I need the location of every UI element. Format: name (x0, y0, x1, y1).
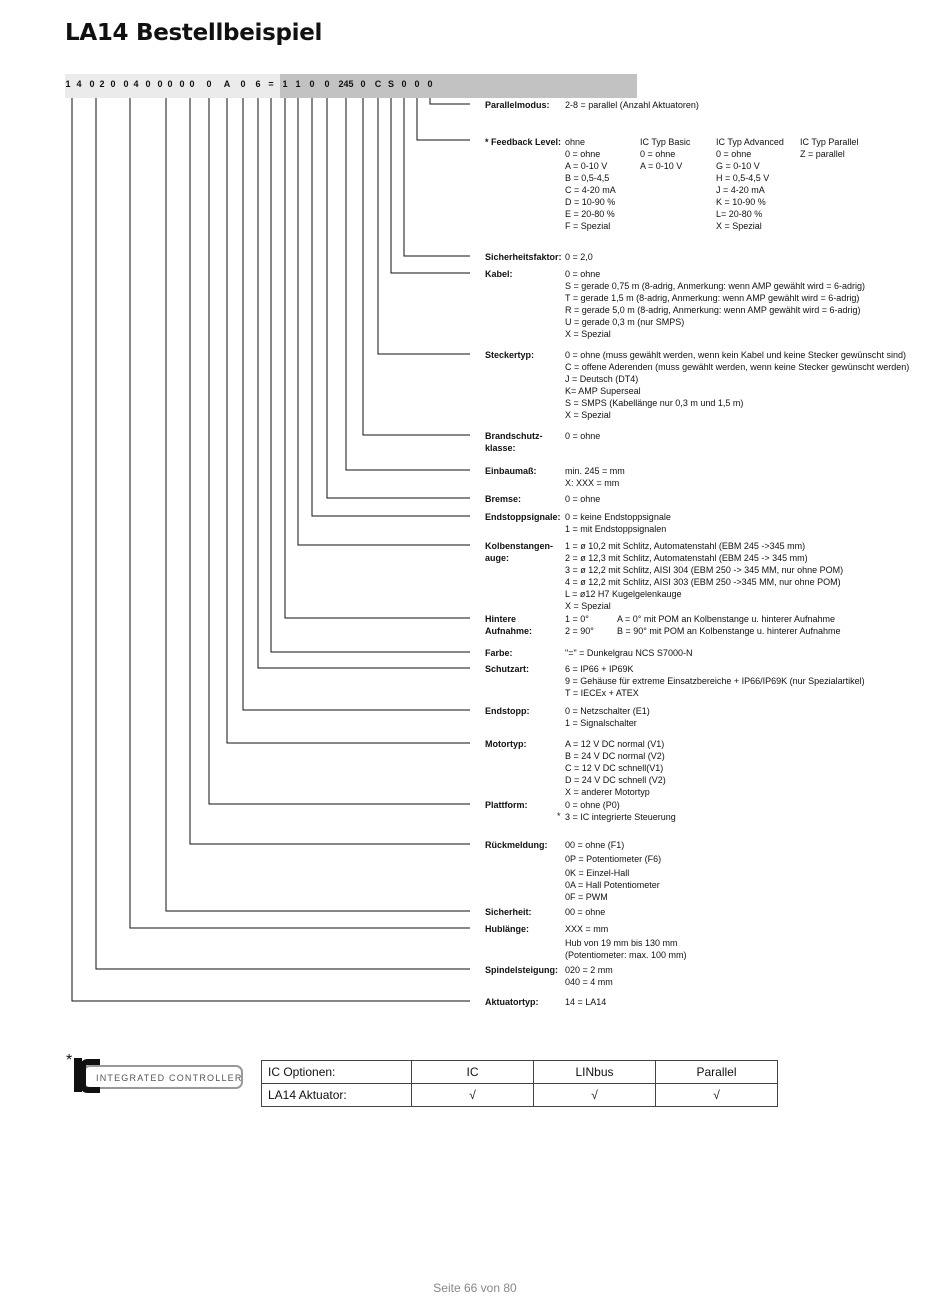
option-value: X = Spezial (565, 329, 611, 339)
connector-line (166, 98, 470, 911)
table-cell: IC (412, 1061, 534, 1084)
option-label-line: * Feedback Level: (485, 137, 562, 147)
option-label (485, 99, 550, 111)
option-value: 4 = ø 12,2 mit Schlitz, AISI 303 (EBM 250 ->345 MM, nur ohne POM) (565, 577, 841, 587)
feedback-value: 0 = ohne (716, 149, 752, 159)
option-label (485, 996, 539, 1008)
code-segment: 0 (179, 79, 185, 89)
option-label (485, 465, 537, 477)
option-values (565, 99, 699, 111)
option-value: T = IECEx + ATEX (565, 688, 639, 698)
connector-line (258, 98, 470, 668)
connector-line (190, 98, 470, 844)
option-value: L = ø12 H7 Kugelgelenkauge (565, 589, 682, 599)
option-value: 0P = Potentiometer (F6) (565, 854, 662, 864)
option-values (565, 839, 661, 903)
option-value: 00 = ohne (565, 907, 606, 917)
option-value: U = gerade 0,3 m (nur SMPS) (565, 317, 685, 327)
code-segment: 0 (89, 79, 95, 89)
option-value: A = 0-10 V (565, 161, 608, 171)
option-value: S = gerade 0,75 m (8-adrig, Anmerkung: wenn AMP gewählt wird = 6-adrig) (565, 281, 865, 291)
code-segment: 245 (338, 79, 354, 89)
connector-line (327, 98, 470, 498)
table-cell: LINbus (534, 1061, 656, 1084)
option-label-line: klasse: (485, 443, 516, 453)
connector-line (378, 98, 470, 354)
feedback-value: 0 = ohne (640, 149, 676, 159)
option-value: 0 = ohne (565, 431, 601, 441)
option-label-line: auge: (485, 553, 510, 563)
feedback-column (800, 136, 858, 160)
connector-line (363, 98, 470, 435)
option-value: C = 4-20 mA (565, 185, 616, 195)
feedback-column (640, 136, 690, 172)
feedback-value: IC Typ Advanced (716, 137, 784, 147)
code-segment: 0 (110, 79, 116, 89)
option-value: B = 0,5-4,5 (565, 173, 610, 183)
check-mark: √ (412, 1084, 534, 1107)
option-value: D = 24 V DC schnell (V2) (565, 775, 666, 785)
option-value: min. 245 = mm (565, 466, 625, 476)
code-segment: 1 (282, 79, 288, 89)
check-mark: √ (656, 1084, 778, 1107)
hintere-aufnahme-extra (617, 613, 840, 637)
code-segment: 0 (167, 79, 173, 89)
code-segment: 4 (133, 79, 139, 89)
option-label-line: Brandschutz- (485, 431, 543, 441)
option-values (565, 540, 843, 612)
code-segment: 0 (189, 79, 195, 89)
code-segment: 0 (206, 79, 212, 89)
option-value: T = gerade 1,5 m (8-adrig, Anmerkung: wenn AMP gewählt wird = 6-adrig) (565, 293, 860, 303)
option-values (565, 493, 600, 505)
connector-line (271, 98, 470, 652)
plattform-star: * (557, 811, 561, 821)
code-segment: 0 (427, 79, 433, 89)
page-number: Seite 66 von 80 (433, 1281, 517, 1295)
option-values (565, 663, 865, 699)
option-values (565, 349, 909, 421)
option-value: 040 = 4 mm (565, 977, 613, 987)
option-value: 020 = 2 mm (565, 965, 613, 975)
option-value: (Potentiometer: max. 100 mm) (565, 950, 687, 960)
option-values (565, 705, 650, 729)
ic-options-table (261, 1060, 778, 1107)
option-values (565, 923, 687, 961)
table-row (262, 1084, 778, 1107)
ic-logo-star: * (66, 1052, 73, 1069)
feedback-value: Z = parallel (800, 149, 845, 159)
feedback-value: L= 20-80 % (716, 209, 763, 219)
option-label (485, 705, 530, 717)
option-value: 0K = Einzel-Hall (565, 868, 630, 878)
connector-line (96, 98, 470, 969)
option-label (485, 251, 562, 263)
option-label-line: Motortyp: (485, 739, 527, 749)
option-value: 2 = ø 12,3 mit Schlitz, Automatenstahl (EBM 245 -> 345 mm) (565, 553, 808, 563)
option-values (565, 430, 600, 442)
option-label-line: Spindelsteigung: (485, 965, 558, 975)
option-value: D = 10-90 % (565, 197, 616, 207)
option-values (565, 465, 625, 489)
option-values (565, 906, 605, 918)
option-value: 1 = Signalschalter (565, 718, 637, 728)
code-segment: 4 (76, 79, 82, 89)
option-label-line: Steckertyp: (485, 350, 535, 360)
option-label-line: Aktuatortyp: (485, 997, 539, 1007)
option-value: S = SMPS (Kabellänge nur 0,3 m und 1,5 m) (565, 398, 744, 408)
option-label-line: Endstoppsignale: (485, 512, 561, 522)
option-value: 1 = 0° (565, 614, 589, 624)
option-label-line: Aufnahme: (485, 626, 532, 636)
option-value: 9 = Gehäuse für extreme Einsatzbereiche + IP66/IP69K (nur Spezialartikel) (565, 676, 865, 686)
option-label (485, 349, 534, 361)
option-label (485, 647, 513, 659)
option-value: X = anderer Motortyp (565, 787, 650, 797)
option-value: 0 = keine Endstoppsignale (565, 512, 671, 522)
table-cell: IC Optionen: (262, 1061, 412, 1084)
code-segment: 0 (324, 79, 330, 89)
option-value: 6 = IP66 + IP69K (565, 664, 634, 674)
option-value: 0F = PWM (565, 892, 608, 902)
connector-line (404, 98, 470, 256)
option-value: J = Deutsch (DT4) (565, 374, 639, 384)
connector-line (346, 98, 470, 470)
option-label-line: Schutzart: (485, 664, 530, 674)
code-segment: 2 (99, 79, 105, 89)
option-label (485, 136, 561, 148)
option-value: 3 = ø 12,2 mit Schlitz, AISI 304 (EBM 250 -> 345 MM, nur ohne POM) (565, 565, 844, 575)
option-value: 0A = Hall Potentiometer (565, 880, 660, 890)
option-value: ohne (565, 137, 586, 147)
option-value: B = 24 V DC normal (V2) (565, 751, 665, 761)
table-cell: LA14 Aktuator: (262, 1084, 412, 1107)
option-value: X = Spezial (565, 410, 611, 420)
connector-line (430, 98, 470, 104)
option-label-line: Endstopp: (485, 706, 530, 716)
code-segment: S (387, 79, 395, 89)
code-segment: 0 (401, 79, 407, 89)
option-label-line: Plattform: (485, 800, 528, 810)
option-value: B = 90° mit POM an Kolbenstange u. hinterer Aufnahme (617, 626, 841, 636)
code-segment: 6 (255, 79, 261, 89)
option-value: 1 = mit Endstoppsignalen (565, 524, 667, 534)
connector-line (227, 98, 470, 743)
page-title: LA14 Bestellbeispiel (65, 20, 323, 46)
option-value: 0 = ohne (P0) (565, 800, 620, 810)
option-value: K= AMP Superseal (565, 386, 641, 396)
option-label-line: Rückmeldung: (485, 840, 548, 850)
code-segment: 0 (414, 79, 420, 89)
feedback-value: X = Spezial (716, 221, 762, 231)
option-label-line: Parallelmodus: (485, 100, 550, 110)
code-segment: 0 (157, 79, 163, 89)
option-values (565, 268, 865, 340)
option-label (485, 799, 528, 811)
option-values (565, 799, 676, 823)
connector-line (391, 98, 470, 273)
option-value: F = Spezial (565, 221, 611, 231)
option-values (565, 613, 594, 637)
connector-line (298, 98, 470, 545)
option-values (565, 251, 593, 263)
option-label (485, 964, 558, 976)
option-value: 0 = ohne (muss gewählt werden, wenn kein Kabel und keine Stecker gewünscht sind) (565, 350, 906, 360)
option-values (565, 996, 606, 1008)
feedback-value: H = 0,5-4,5 V (716, 173, 770, 183)
option-label (485, 923, 529, 935)
option-label-line: Einbaumaß: (485, 466, 537, 476)
option-value: 2-8 = parallel (Anzahl Aktuatoren) (565, 100, 699, 110)
option-values (565, 738, 666, 798)
option-values (565, 964, 613, 988)
code-segment: 0 (240, 79, 246, 89)
code-segment: 1 (295, 79, 301, 89)
option-value: 3 = IC integrierte Steuerung (565, 812, 676, 822)
option-values (565, 136, 616, 232)
option-value: X: XXX = mm (565, 478, 620, 488)
code-segment: 0 (123, 79, 129, 89)
option-label-line: Bremse: (485, 494, 522, 504)
option-value: 0 = 2,0 (565, 252, 593, 262)
code-segment: 1 (65, 79, 71, 89)
option-value: 14 = LA14 (565, 997, 607, 1007)
option-value: 00 = ohne (F1) (565, 840, 625, 850)
feedback-value: IC Typ Parallel (800, 137, 859, 147)
option-label-line: Kabel: (485, 269, 513, 279)
feedback-value: A = 0-10 V (640, 161, 683, 171)
check-mark: √ (534, 1084, 656, 1107)
table-cell: Parallel (656, 1061, 778, 1084)
connector-line (209, 98, 470, 804)
option-value: R = gerade 5,0 m (8-adrig, Anmerkung: wenn AMP gewählt wird = 6-adrig) (565, 305, 861, 315)
option-label (485, 540, 553, 564)
option-value: C = 12 V DC schnell(V1) (565, 763, 664, 773)
option-value: 0 = Netzschalter (E1) (565, 706, 650, 716)
code-segment: C (374, 79, 382, 89)
option-value: Hub von 19 mm bis 130 mm (565, 938, 678, 948)
option-label-line: Sicherheitsfaktor: (485, 252, 562, 262)
table-header-row (262, 1061, 778, 1084)
option-label (485, 613, 532, 637)
code-segment: A (223, 79, 231, 89)
integrated-controller-logo (66, 1056, 244, 1094)
option-label (485, 268, 513, 280)
feedback-value: K = 10-90 % (716, 197, 766, 207)
option-values (565, 647, 692, 659)
option-value: 2 = 90° (565, 626, 594, 636)
feedback-value: IC Typ Basic (640, 137, 691, 147)
option-label-line: Farbe: (485, 648, 513, 658)
feedback-value: J = 4-20 mA (716, 185, 765, 195)
code-segment: 0 (309, 79, 315, 89)
option-label (485, 906, 532, 918)
option-value: A = 0° mit POM an Kolbenstange u. hinterer Aufnahme (617, 614, 835, 624)
option-value: C = offene Aderenden (muss gewählt werden, wenn keine Stecker gewünscht werden) (565, 362, 910, 372)
option-value: E = 20-80 % (565, 209, 615, 219)
code-segment: 0 (360, 79, 366, 89)
option-value: "=" = Dunkelgrau NCS S7000-N (565, 648, 693, 658)
option-label (485, 839, 548, 851)
option-label (485, 663, 529, 675)
code-segment: 0 (145, 79, 151, 89)
option-values (565, 511, 671, 535)
option-value: 0 = ohne (565, 269, 601, 279)
code-segment: = (268, 79, 274, 89)
option-value: 1 = ø 10,2 mit Schlitz, Automatenstahl (EBM 245 ->345 mm) (565, 541, 806, 551)
option-label (485, 738, 527, 750)
option-value: 0 = ohne (565, 149, 601, 159)
option-label-line: Hublänge: (485, 924, 529, 934)
feedback-column (716, 136, 784, 232)
logo-text: INTEGRATED CONTROLLER (96, 1073, 243, 1083)
option-label (485, 511, 561, 523)
option-label-line: Sicherheit: (485, 907, 532, 917)
option-value: A = 12 V DC normal (V1) (565, 739, 665, 749)
option-value: 0 = ohne (565, 494, 601, 504)
option-label (485, 493, 521, 505)
option-label-line: Hintere (485, 614, 517, 624)
option-value: X = Spezial (565, 601, 611, 611)
option-label (485, 430, 543, 454)
option-value: XXX = mm (565, 924, 609, 934)
feedback-value: G = 0-10 V (716, 161, 760, 171)
option-label-line: Kolbenstangen- (485, 541, 554, 551)
